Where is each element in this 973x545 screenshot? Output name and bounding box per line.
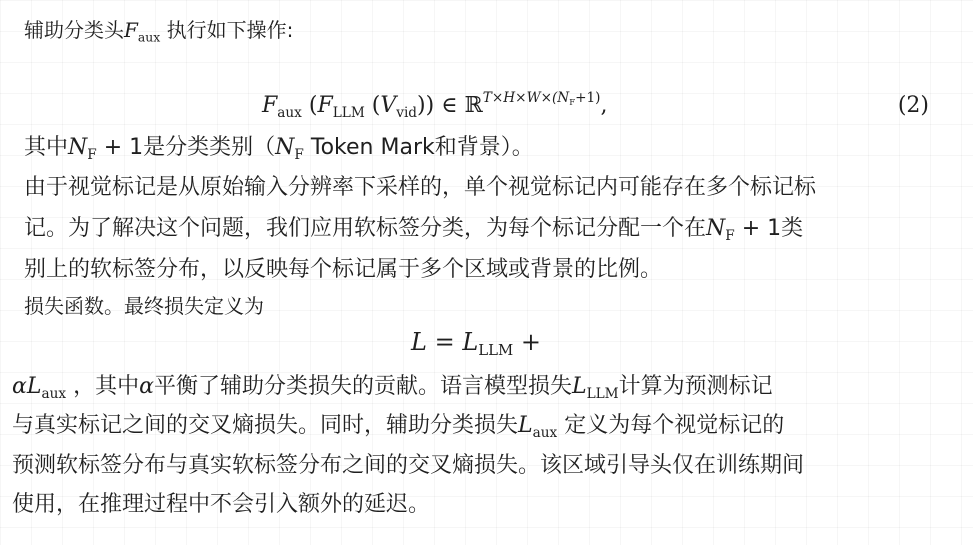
intro-text-suffix: 执行如下操作: [166, 18, 294, 42]
equation-2: $F_{aux}$ ($F_{LLM}$ $(V_{vid})$) ∈ ℝ$^{T\times H\times W\times(N_F+1)}$, [262, 90, 608, 121]
paragraph-line: 预测软标签分布与真实软标签分布之间的交叉熵损失。该区域引导头仅在训练期间 [12, 453, 805, 478]
paragraph-line: 损失函数。最终损失定义为 [24, 294, 264, 318]
section-intro [24, 14, 293, 44]
paragraph-line: 使用，在推理过程中不会引入额外的延迟。 [12, 492, 431, 517]
f-aux-symbol: $F_{aux}$ [124, 18, 161, 45]
paragraph-line: 别上的软标签分布，以反映每个标记属于多个区域或背景的比例。 [24, 257, 663, 282]
paragraph-line: 其中$N_F + 1$是分类类别（$N_F$ Token Mark和背景）。 [24, 135, 534, 163]
paragraph-line: 由于视觉标记是从原始输入分辨率下采样的，单个视觉标记内可能存在多个标记标 [24, 175, 817, 200]
equation-number: (2) [897, 93, 929, 118]
paragraph-line: 与真实标记之间的交叉熵损失。同时，辅助分类损失$L_{aux}$ 定义为每个视觉标记的 [12, 413, 785, 441]
intro-text: 辅助分类头 [24, 18, 124, 42]
loss-equation: $L = L_{LLM}$ + [411, 328, 542, 360]
paragraph-line: 记。为了解决这个问题，我们应用软标签分类，为每个标记分配一个在$N_F + 1$类 [24, 216, 804, 244]
paragraph-line: $\alpha L_{aux}$ ，其中α平衡了辅助分类损失的贡献。语言模型损失$L_{LLM}$计算为预测标记 [12, 374, 773, 402]
